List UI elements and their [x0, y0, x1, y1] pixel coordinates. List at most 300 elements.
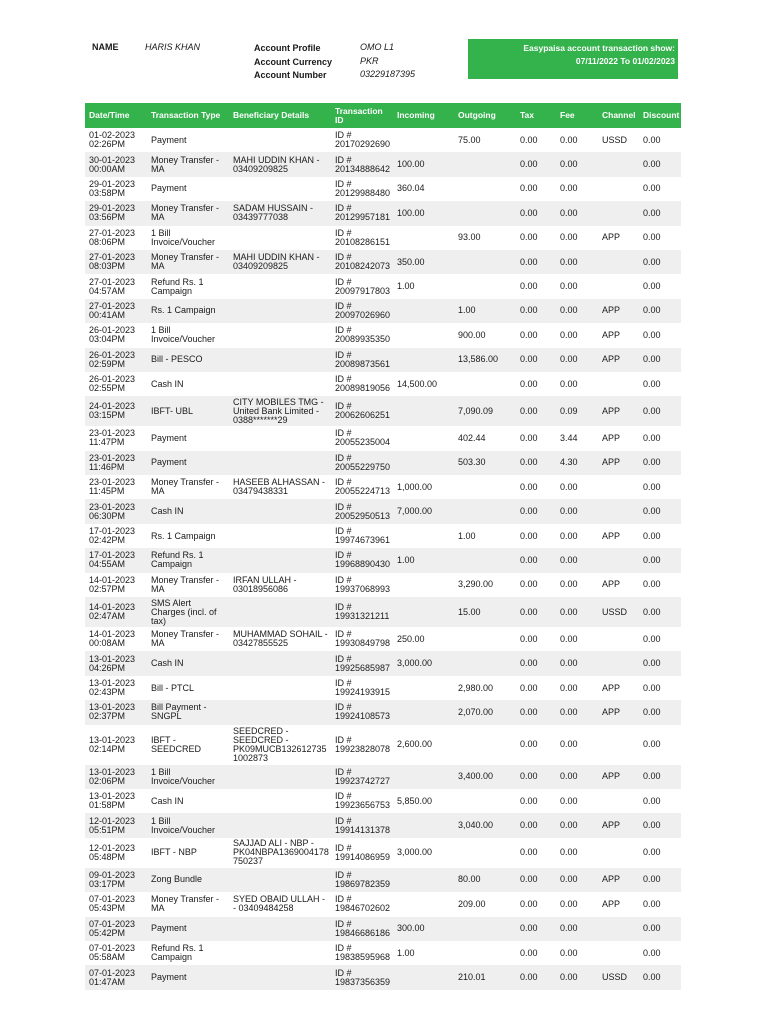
- cell-discount: 0.00: [643, 406, 661, 416]
- profile-value: OMO L1: [360, 42, 395, 52]
- transaction-table: [85, 103, 681, 990]
- cell-transaction-type: IBFT - NBP: [151, 848, 197, 858]
- currency-value: PKR: [360, 55, 379, 66]
- cell-transaction-type: Cash IN: [151, 659, 184, 669]
- cell-fee: 0.00: [560, 507, 578, 517]
- cell-transaction-id: ID # 20108286151: [335, 228, 391, 247]
- table-row: [85, 475, 681, 499]
- account-number-label: Account Number: [254, 70, 327, 80]
- cell-incoming: 100.00: [397, 160, 425, 170]
- cell-transaction-id: ID # 19837356359: [335, 968, 391, 987]
- cell-incoming: 3,000.00: [397, 848, 433, 858]
- table-row: [85, 524, 681, 548]
- cell-discount: 0.00: [643, 330, 661, 340]
- cell-transaction-type: 1 Bill Invoice/Voucher: [151, 228, 216, 247]
- cell-fee: 0.00: [560, 924, 578, 934]
- cell-date-time: 12-01-2023 05:51PM: [89, 816, 136, 835]
- cell-incoming: 3,000.00: [397, 659, 433, 669]
- cell-transaction-type: Cash IN: [151, 507, 184, 517]
- column-header: Transaction Type: [151, 111, 221, 120]
- cell-incoming: 360.04: [397, 184, 425, 194]
- cell-transaction-id: ID # 19937068993: [335, 575, 391, 594]
- cell-incoming: 250.00: [397, 634, 425, 644]
- cell-beneficiary: MAHI UDDIN KHAN - 03409209825: [233, 155, 320, 174]
- cell-fee: 0.00: [560, 634, 578, 644]
- cell-beneficiary: SYED OBAID ULLAH - - 03409484258: [233, 895, 326, 914]
- cell-discount: 0.00: [643, 707, 661, 717]
- cell-fee: 0.00: [560, 531, 578, 541]
- cell-tax: 0.00: [520, 330, 538, 340]
- cell-transaction-id: ID # 20134888642: [335, 155, 391, 174]
- table-row: [85, 250, 681, 274]
- cell-tax: 0.00: [520, 233, 538, 243]
- cell-fee: 0.00: [560, 683, 578, 693]
- cell-transaction-id: ID # 20089819056: [335, 375, 391, 394]
- cell-discount: 0.00: [643, 899, 661, 909]
- cell-transaction-type: Money Transfer - MA: [151, 204, 220, 223]
- cell-fee: 0.00: [560, 821, 578, 831]
- cell-tax: 0.00: [520, 683, 538, 693]
- cell-channel: APP: [602, 330, 621, 340]
- cell-tax: 0.00: [520, 580, 538, 590]
- table-row: [85, 789, 681, 813]
- cell-tax: 0.00: [520, 184, 538, 194]
- cell-tax: 0.00: [520, 208, 538, 218]
- table-row: [85, 348, 681, 372]
- column-header: Discount: [643, 111, 680, 120]
- cell-outgoing: 402.44: [458, 433, 486, 443]
- cell-fee: 0.00: [560, 848, 578, 858]
- table-row: [85, 372, 681, 396]
- table-row: [85, 868, 681, 892]
- cell-outgoing: 3,400.00: [458, 772, 494, 782]
- cell-transaction-type: Bill Payment - SNGPL: [151, 703, 207, 722]
- table-row: [85, 396, 681, 426]
- cell-outgoing: 503.30: [458, 458, 486, 468]
- cell-fee: 0.00: [560, 948, 578, 958]
- cell-date-time: 23-01-2023 11:47PM: [89, 429, 136, 448]
- cell-date-time: 30-01-2023 00:00AM: [89, 155, 136, 174]
- cell-transaction-id: ID # 20097026960: [335, 301, 391, 320]
- cell-tax: 0.00: [520, 406, 538, 416]
- cell-transaction-id: ID # 19838595968: [335, 944, 391, 963]
- cell-incoming: 1.00: [397, 282, 415, 292]
- cell-date-time: 29-01-2023 03:56PM: [89, 204, 136, 223]
- cell-discount: 0.00: [643, 772, 661, 782]
- table-row: [85, 201, 681, 225]
- cell-discount: 0.00: [643, 531, 661, 541]
- cell-fee: 0.00: [560, 135, 578, 145]
- cell-tax: 0.00: [520, 379, 538, 389]
- cell-discount: 0.00: [643, 135, 661, 145]
- cell-transaction-type: Money Transfer - MA: [151, 575, 220, 594]
- cell-tax: 0.00: [520, 821, 538, 831]
- cell-fee: 0.00: [560, 355, 578, 365]
- cell-fee: 0.00: [560, 707, 578, 717]
- cell-transaction-type: Money Transfer - MA: [151, 253, 220, 272]
- cell-date-time: 13-01-2023 02:14PM: [89, 735, 136, 754]
- column-header: Fee: [560, 111, 575, 120]
- cell-transaction-type: Payment: [151, 458, 187, 468]
- cell-tax: 0.00: [520, 707, 538, 717]
- table-row: [85, 152, 681, 176]
- cell-fee: 0.00: [560, 208, 578, 218]
- cell-transaction-id: ID # 19846702602: [335, 895, 391, 914]
- cell-discount: 0.00: [643, 233, 661, 243]
- table-row: [85, 548, 681, 572]
- cell-channel: APP: [602, 233, 621, 243]
- cell-incoming: 7,000.00: [397, 507, 433, 517]
- cell-outgoing: 1.00: [458, 531, 476, 541]
- cell-channel: APP: [602, 355, 621, 365]
- cell-fee: 0.00: [560, 659, 578, 669]
- table-row: [85, 676, 681, 700]
- cell-fee: 0.00: [560, 772, 578, 782]
- cell-outgoing: 3,290.00: [458, 580, 494, 590]
- cell-transaction-id: ID # 19923656753: [335, 792, 391, 811]
- cell-date-time: 13-01-2023 01:58PM: [89, 792, 136, 811]
- cell-transaction-id: ID # 19931321211: [335, 603, 390, 622]
- cell-transaction-id: ID # 20052950513: [335, 502, 391, 521]
- cell-channel: USSD: [602, 973, 628, 983]
- table-row: [85, 426, 681, 450]
- cell-transaction-type: Zong Bundle: [151, 875, 203, 885]
- table-row: [85, 226, 681, 250]
- cell-channel: USSD: [602, 607, 628, 617]
- cell-fee: 0.00: [560, 184, 578, 194]
- table-row: [85, 451, 681, 475]
- cell-date-time: 07-01-2023 05:43PM: [89, 895, 136, 914]
- cell-transaction-type: Refund Rs. 1 Campaign: [151, 277, 204, 296]
- cell-tax: 0.00: [520, 740, 538, 750]
- cell-date-time: 23-01-2023 11:45PM: [89, 478, 136, 497]
- cell-transaction-id: ID # 20129988480: [335, 179, 391, 198]
- cell-discount: 0.00: [643, 607, 661, 617]
- cell-outgoing: 2,980.00: [458, 683, 494, 693]
- statement-range: 07/11/2022 To 01/02/2023: [575, 56, 675, 66]
- cell-transaction-id: ID # 19869782359: [335, 870, 391, 889]
- cell-discount: 0.00: [643, 433, 661, 443]
- cell-discount: 0.00: [643, 355, 661, 365]
- cell-channel: APP: [602, 707, 621, 717]
- cell-date-time: 24-01-2023 03:15PM: [89, 402, 136, 421]
- column-header: Beneficiary Details: [233, 111, 310, 120]
- cell-incoming: 350.00: [397, 257, 425, 267]
- cell-tax: 0.00: [520, 973, 538, 983]
- cell-tax: 0.00: [520, 899, 538, 909]
- cell-fee: 0.00: [560, 379, 578, 389]
- cell-discount: 0.00: [643, 282, 661, 292]
- cell-tax: 0.00: [520, 458, 538, 468]
- cell-channel: APP: [602, 458, 621, 468]
- cell-transaction-type: Payment: [151, 924, 187, 934]
- cell-outgoing: 80.00: [458, 875, 481, 885]
- cell-transaction-id: ID # 20062606251: [335, 402, 391, 421]
- cell-tax: 0.00: [520, 796, 538, 806]
- cell-tax: 0.00: [520, 306, 538, 316]
- cell-date-time: 07-01-2023 01:47AM: [89, 968, 136, 987]
- cell-discount: 0.00: [643, 306, 661, 316]
- cell-date-time: 01-02-2023 02:26PM: [89, 131, 136, 150]
- cell-discount: 0.00: [643, 683, 661, 693]
- table-row: [85, 838, 681, 868]
- cell-tax: 0.00: [520, 607, 538, 617]
- cell-channel: APP: [602, 406, 621, 416]
- cell-date-time: 26-01-2023 02:59PM: [89, 350, 136, 369]
- cell-transaction-id: ID # 19923828078: [335, 735, 391, 754]
- cell-transaction-type: 1 Bill Invoice/Voucher: [151, 767, 216, 786]
- cell-tax: 0.00: [520, 257, 538, 267]
- cell-fee: 0.00: [560, 607, 578, 617]
- cell-discount: 0.00: [643, 482, 661, 492]
- cell-date-time: 14-01-2023 02:57PM: [89, 575, 136, 594]
- table-row: [85, 965, 681, 989]
- cell-tax: 0.00: [520, 160, 538, 170]
- table-row: [85, 299, 681, 323]
- cell-outgoing: 13,586.00: [458, 355, 499, 365]
- cell-transaction-id: ID # 19923742727: [335, 767, 391, 786]
- cell-date-time: 23-01-2023 11:46PM: [89, 453, 136, 472]
- cell-outgoing: 900.00: [458, 330, 486, 340]
- cell-date-time: 27-01-2023 04:57AM: [89, 277, 136, 296]
- table-row: [85, 813, 681, 837]
- account-values: [360, 41, 415, 82]
- cell-tax: 0.00: [520, 355, 538, 365]
- cell-channel: APP: [602, 821, 621, 831]
- name-label: NAME: [92, 42, 119, 52]
- table-row: [85, 597, 681, 627]
- cell-transaction-id: ID # 19924108573: [335, 703, 391, 722]
- cell-transaction-id: ID # 19930849798: [335, 630, 391, 649]
- cell-fee: 0.09: [560, 406, 578, 416]
- cell-tax: 0.00: [520, 531, 538, 541]
- cell-transaction-type: IBFT - SEEDCRED: [151, 735, 202, 754]
- cell-transaction-type: Payment: [151, 135, 187, 145]
- cell-discount: 0.00: [643, 379, 661, 389]
- cell-channel: APP: [602, 580, 621, 590]
- cell-fee: 0.00: [560, 580, 578, 590]
- table-row: [85, 725, 681, 765]
- cell-date-time: 27-01-2023 08:06PM: [89, 228, 136, 247]
- cell-channel: APP: [602, 875, 621, 885]
- cell-channel: USSD: [602, 135, 628, 145]
- table-row: [85, 274, 681, 298]
- cell-incoming: 14,500.00: [397, 379, 438, 389]
- cell-beneficiary: MUHAMMAD SOHAIL - 03427855525: [233, 630, 328, 649]
- cell-incoming: 5,850.00: [397, 796, 433, 806]
- cell-fee: 0.00: [560, 555, 578, 565]
- table-body: [85, 128, 681, 990]
- cell-transaction-type: Refund Rs. 1 Campaign: [151, 551, 204, 570]
- cell-discount: 0.00: [643, 580, 661, 590]
- statement-banner: [468, 39, 678, 79]
- statement-title: Easypaisa account transaction show:: [523, 43, 675, 53]
- cell-transaction-id: ID # 20089935350: [335, 326, 391, 345]
- cell-beneficiary: SEEDCRED - SEEDCRED - PK09MUCB132612735 1002873: [233, 726, 327, 763]
- cell-date-time: 07-01-2023 05:58AM: [89, 944, 136, 963]
- cell-tax: 0.00: [520, 482, 538, 492]
- profile-label: Account Profile: [254, 43, 321, 53]
- cell-transaction-type: Money Transfer - MA: [151, 478, 220, 497]
- cell-tax: 0.00: [520, 135, 538, 145]
- cell-transaction-type: SMS Alert Charges (incl. of tax): [151, 598, 217, 626]
- cell-discount: 0.00: [643, 973, 661, 983]
- cell-date-time: 23-01-2023 06:30PM: [89, 502, 136, 521]
- cell-tax: 0.00: [520, 875, 538, 885]
- table-row: [85, 323, 681, 347]
- cell-channel: APP: [602, 433, 621, 443]
- cell-outgoing: 209.00: [458, 899, 486, 909]
- column-header: Channel: [602, 111, 636, 120]
- table-row: [85, 627, 681, 651]
- cell-channel: APP: [602, 899, 621, 909]
- column-header: Tax: [520, 111, 535, 120]
- cell-fee: 0.00: [560, 899, 578, 909]
- cell-transaction-id: ID # 19924193915: [335, 679, 391, 697]
- cell-fee: 0.00: [560, 875, 578, 885]
- cell-beneficiary: CITY MOBILES TMG - United Bank Limited - 0388*******29: [233, 397, 324, 425]
- cell-transaction-id: ID # 20055224713: [335, 478, 391, 497]
- cell-date-time: 14-01-2023 02:47AM: [89, 603, 136, 622]
- cell-date-time: 26-01-2023 03:04PM: [89, 326, 136, 345]
- cell-date-time: 07-01-2023 05:42PM: [89, 919, 136, 938]
- cell-date-time: 17-01-2023 02:42PM: [89, 527, 136, 546]
- cell-outgoing: 75.00: [458, 135, 481, 145]
- cell-discount: 0.00: [643, 821, 661, 831]
- cell-date-time: 12-01-2023 05:48PM: [89, 843, 136, 862]
- cell-incoming: 2,600.00: [397, 740, 433, 750]
- cell-beneficiary: HASEEB ALHASSAN - 03479438331: [233, 478, 326, 497]
- column-header: Transaction ID: [335, 106, 383, 125]
- cell-transaction-id: ID # 20055229750: [335, 453, 391, 472]
- cell-outgoing: 93.00: [458, 233, 481, 243]
- account-number-value: 03229187395: [360, 69, 416, 79]
- name-value: HARIS KHAN: [145, 42, 201, 52]
- cell-fee: 0.00: [560, 306, 578, 316]
- cell-date-time: 13-01-2023 02:06PM: [89, 767, 136, 786]
- cell-tax: 0.00: [520, 659, 538, 669]
- cell-discount: 0.00: [643, 948, 661, 958]
- cell-discount: 0.00: [643, 848, 661, 858]
- cell-beneficiary: SAJJAD ALI - NBP - PK04NBPA1369004178 750237: [233, 839, 329, 867]
- cell-fee: 0.00: [560, 482, 578, 492]
- table-row: [85, 499, 681, 523]
- table-row: [85, 651, 681, 675]
- cell-tax: 0.00: [520, 507, 538, 517]
- cell-incoming: 1.00: [397, 555, 415, 565]
- cell-transaction-type: Money Transfer - MA: [151, 155, 220, 174]
- column-header: Incoming: [397, 111, 435, 120]
- cell-tax: 0.00: [520, 433, 538, 443]
- table-row: [85, 941, 681, 965]
- cell-fee: 0.00: [560, 740, 578, 750]
- cell-date-time: 17-01-2023 04:55AM: [89, 551, 136, 570]
- cell-outgoing: 2,070.00: [458, 707, 494, 717]
- cell-tax: 0.00: [520, 848, 538, 858]
- cell-date-time: 27-01-2023 00:41AM: [89, 301, 136, 320]
- cell-incoming: 1.00: [397, 948, 415, 958]
- cell-incoming: 100.00: [397, 208, 425, 218]
- cell-outgoing: 1.00: [458, 306, 476, 316]
- account-header: [0, 38, 768, 88]
- cell-transaction-type: Refund Rs. 1 Campaign: [151, 944, 204, 963]
- cell-tax: 0.00: [520, 924, 538, 934]
- cell-outgoing: 210.01: [458, 973, 486, 983]
- cell-fee: 0.00: [560, 330, 578, 340]
- cell-date-time: 13-01-2023 04:26PM: [89, 654, 136, 673]
- column-header: Date/Time: [89, 111, 130, 120]
- cell-transaction-type: Rs. 1 Campaign: [151, 531, 216, 541]
- cell-transaction-type: Cash IN: [151, 379, 184, 389]
- cell-transaction-type: Rs. 1 Campaign: [151, 306, 216, 316]
- cell-discount: 0.00: [643, 555, 661, 565]
- table-row: [85, 177, 681, 201]
- cell-fee: 0.00: [560, 160, 578, 170]
- cell-transaction-type: Payment: [151, 973, 187, 983]
- cell-transaction-type: Money Transfer - MA: [151, 630, 220, 649]
- cell-transaction-type: Money Transfer - MA: [151, 895, 220, 914]
- cell-fee: 0.00: [560, 796, 578, 806]
- cell-outgoing: 3,040.00: [458, 821, 494, 831]
- cell-outgoing: 15.00: [458, 607, 481, 617]
- cell-discount: 0.00: [643, 796, 661, 806]
- cell-transaction-id: ID # 19925685987: [335, 654, 391, 673]
- table-row: [85, 765, 681, 789]
- cell-discount: 0.00: [643, 875, 661, 885]
- table-row: [85, 700, 681, 724]
- cell-fee: 0.00: [560, 233, 578, 243]
- cell-fee: 4.30: [560, 458, 578, 468]
- cell-transaction-id: ID # 19974673961: [335, 527, 391, 546]
- cell-date-time: 14-01-2023 00:08AM: [89, 630, 136, 649]
- cell-beneficiary: MAHI UDDIN KHAN - 03409209825: [233, 253, 320, 272]
- cell-fee: 0.00: [560, 282, 578, 292]
- cell-discount: 0.00: [643, 740, 661, 750]
- cell-discount: 0.00: [643, 208, 661, 218]
- cell-transaction-id: ID # 19968890430: [335, 551, 391, 570]
- cell-transaction-id: ID # 20170292690: [335, 131, 391, 150]
- cell-transaction-id: ID # 20097917803: [335, 277, 391, 296]
- cell-date-time: 13-01-2023 02:43PM: [89, 679, 136, 697]
- cell-transaction-id: ID # 20055235004: [335, 429, 391, 448]
- cell-channel: APP: [602, 683, 621, 693]
- cell-transaction-type: Bill - PTCL: [151, 683, 195, 693]
- cell-discount: 0.00: [643, 634, 661, 644]
- cell-incoming: 300.00: [397, 924, 425, 934]
- table-header: [85, 103, 681, 128]
- currency-label: Account Currency: [254, 56, 333, 67]
- cell-discount: 0.00: [643, 160, 661, 170]
- cell-beneficiary: SADAM HUSSAIN - 03439777038: [233, 204, 314, 223]
- cell-fee: 3.44: [560, 433, 578, 443]
- cell-channel: APP: [602, 772, 621, 782]
- cell-transaction-type: Payment: [151, 433, 187, 443]
- cell-fee: 0.00: [560, 257, 578, 267]
- cell-date-time: 26-01-2023 02:55PM: [89, 375, 136, 394]
- cell-transaction-type: Payment: [151, 184, 187, 194]
- cell-transaction-id: ID # 20108242073: [335, 253, 391, 272]
- cell-tax: 0.00: [520, 948, 538, 958]
- cell-tax: 0.00: [520, 282, 538, 292]
- column-header: Outgoing: [458, 111, 496, 120]
- cell-transaction-type: Cash IN: [151, 796, 184, 806]
- cell-tax: 0.00: [520, 555, 538, 565]
- cell-tax: 0.00: [520, 634, 538, 644]
- cell-tax: 0.00: [520, 772, 538, 782]
- cell-transaction-id: ID # 19846686186: [335, 919, 391, 938]
- cell-date-time: 09-01-2023 03:17PM: [89, 870, 136, 889]
- cell-discount: 0.00: [643, 458, 661, 468]
